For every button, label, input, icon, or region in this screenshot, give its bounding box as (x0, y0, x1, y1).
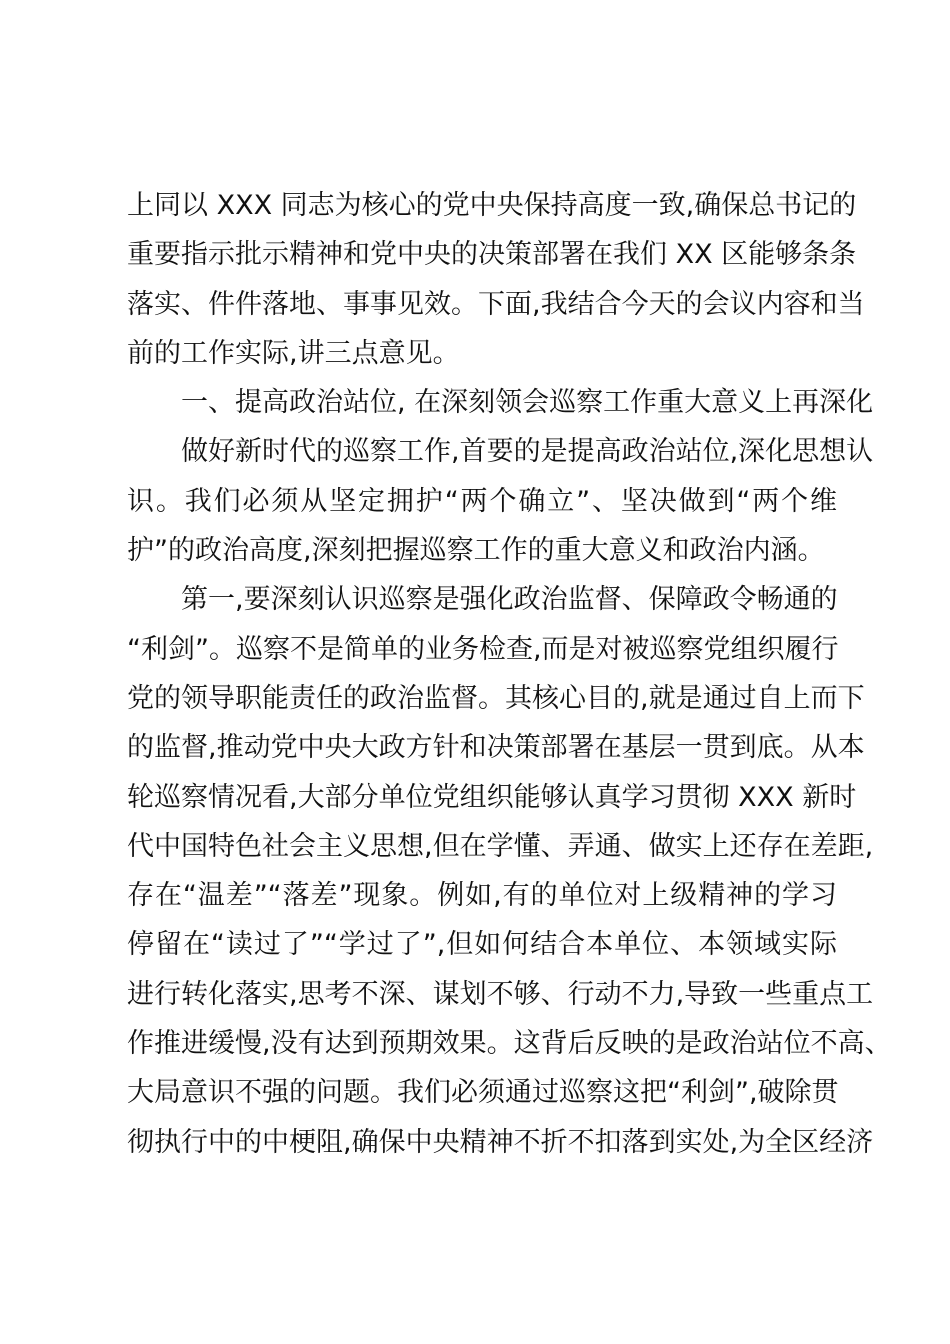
body-line: 落实、件件落地、事事见效。下面,我结合今天的会议内容和当 (127, 288, 865, 320)
body-line: 进行转化落实,思考不深、谋划不够、行动不力,导致一些重点工 (127, 978, 874, 1010)
body-line: 护”的政治高度,深刻把握巡察工作的重大意义和政治内涵。 (127, 535, 825, 567)
body-line: 上同以 XXX 同志为核心的党中央保持高度一致,确保总书记的 (127, 190, 857, 221)
body-line: 大局意识不强的问题。我们必须通过巡察这把“利剑”,破除贯 (127, 1077, 839, 1109)
body-line: 识。我们必须从坚定拥护“两个确立”、坚决做到“两个维 (127, 485, 837, 517)
body-line: 代中国特色社会主义思想,但在学懂、弄通、做实上还存在差距, (127, 830, 874, 862)
body-line: 重要指示批示精神和党中央的决策部署在我们 XX 区能够条条 (127, 239, 857, 271)
document-body (127, 181, 892, 1167)
body-line: 存在“温差”“落差”现象。例如,有的单位对上级精神的学习 (127, 880, 837, 912)
body-line: 停留在“读过了”“学过了”,但如何结合本单位、本领域实际 (127, 929, 837, 961)
body-line: 作推进缓慢,没有达到预期效果。这背后反映的是政治站位不高、 (127, 1028, 892, 1060)
body-line: 做好新时代的巡察工作,首要的是提高政治站位,深化思想认 (181, 436, 874, 468)
body-line: 第一,要深刻认识巡察是强化政治监督、保障政令畅通的 (181, 584, 838, 616)
body-line: 前的工作实际,讲三点意见。 (127, 337, 460, 369)
body-line: 轮巡察情况看,大部分单位党组织能够认真学习贯彻 XXX 新时 (127, 781, 857, 813)
section-heading: 一、提高政治站位, 在深刻领会巡察工作重大意义上再深化 (181, 387, 874, 419)
body-line: 的监督,推动党中央大政方针和决策部署在基层一贯到底。从本 (127, 732, 865, 764)
body-line: 彻执行中的中梗阻,确保中央精神不折不扣落到实处,为全区经济 (127, 1126, 874, 1158)
body-line: 党的领导职能责任的政治监督。其核心目的,就是通过自上而下 (127, 682, 865, 714)
body-line: “利剑”。巡察不是简单的业务检查,而是对被巡察党组织履行 (127, 633, 839, 665)
